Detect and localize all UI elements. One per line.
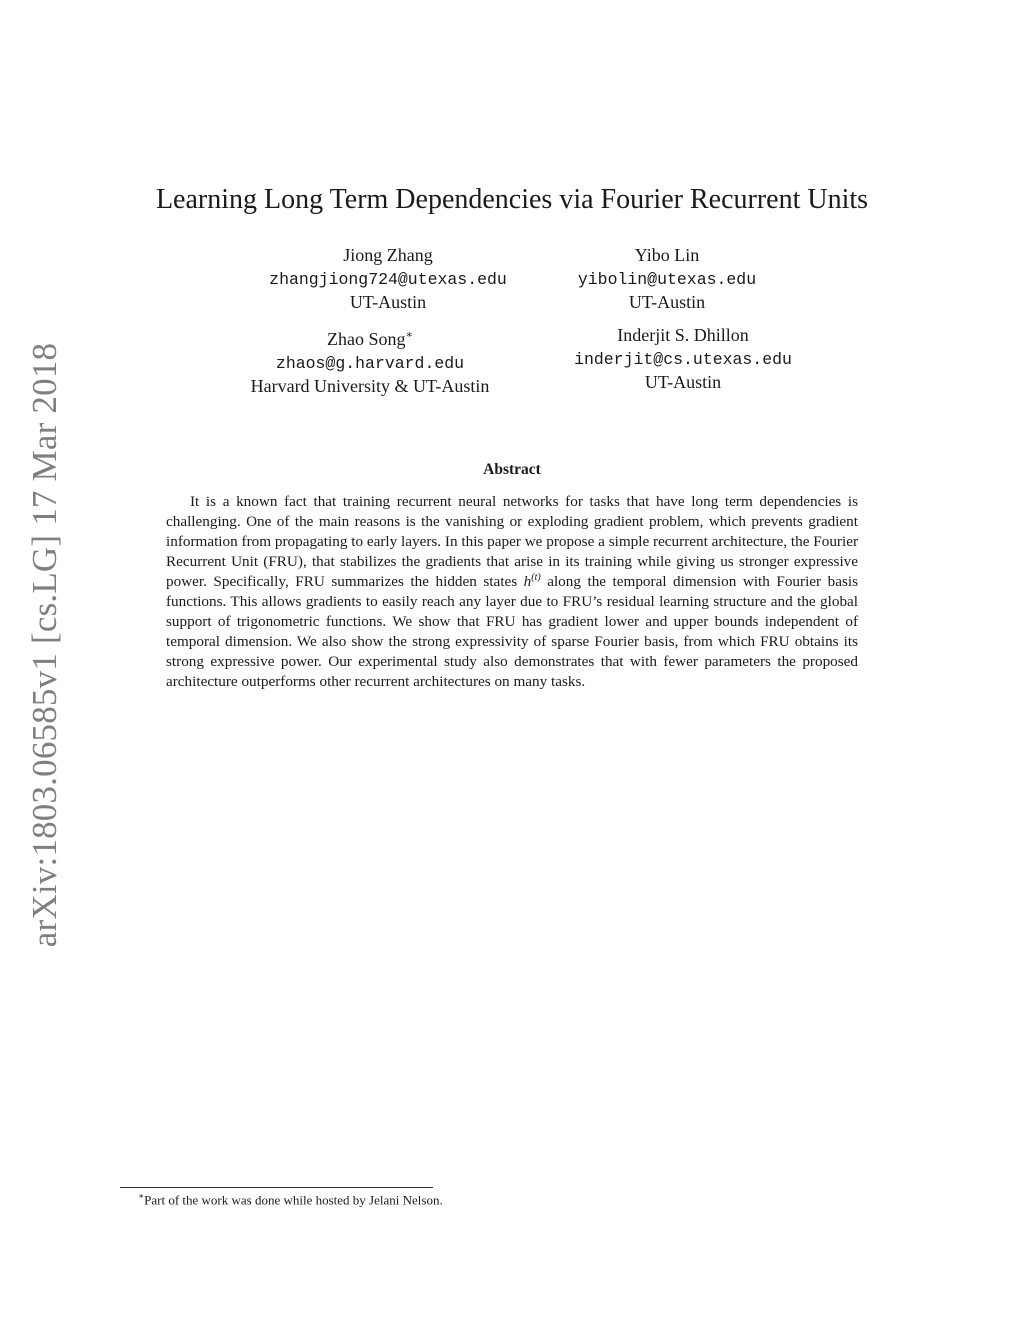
- author-name: Jiong Zhang: [343, 245, 433, 265]
- math-hidden-state: $h^{(t)}$: [523, 571, 541, 590]
- arxiv-identifier: arXiv:1803.06585v1 [cs.LG] 17 Mar 2018: [25, 342, 64, 948]
- abstract-text: It is a known fact that training recurrent neural networks for tasks that have long term dependencies is challenging. One of the main reasons is the vanishing or exploding gradient problem, which prevents gradient information from propagating to early layers. In this paper we propose a simple recurrent architecture, the Fourier Recurrent Unit (FRU), that stabilizes the gradients that arise in its training while giving us stronger expressive power. Specifically, FRU summarizes the hidden states $h^{(t)}$ along the temporal dimension with Fourier basis functions. This allows gradients to easily reach any layer due to FRU’s residual learning structure and the global support of trigonometric functions. We show that FRU has gradient lower and upper bounds independent of temporal dimension. We also show the strong expressivity of sparse Fourier basis, from which FRU obtains its strong expressive power. Our experimental study also demonstrates that with fewer parameters the proposed architecture outperforms other recurrent architectures on many tasks.: [166, 493, 858, 690]
- footnote-text: Part of the work was done while hosted by Jelani Nelson.: [144, 1192, 443, 1208]
- author-affiliation: UT-Austin: [644, 372, 722, 392]
- abstract-heading: Abstract: [483, 461, 541, 478]
- author-affiliation: Harvard University & UT-Austin: [250, 376, 490, 396]
- footnote-marker[interactable]: ∗: [405, 329, 413, 341]
- paper-title: Learning Long Term Dependencies via Fourier Recurrent Units: [155, 184, 869, 215]
- footnote: [138, 1191, 443, 1208]
- author-name: Yibo Lin: [634, 245, 700, 265]
- author-email[interactable]: zhangjiong724@utexas.edu: [269, 269, 507, 289]
- author-block-yibo-lin: [477, 244, 857, 315]
- author-affiliation: UT-Austin: [628, 292, 706, 312]
- author-email[interactable]: inderjit@cs.utexas.edu: [574, 349, 792, 369]
- author-name: Zhao Song∗: [327, 329, 413, 349]
- footnote-marker: ∗: [138, 1191, 145, 1201]
- author-email[interactable]: yibolin@utexas.edu: [577, 269, 757, 289]
- author-email[interactable]: zhaos@g.harvard.edu: [275, 353, 465, 373]
- author-name: Inderjit S. Dhillon: [617, 325, 749, 345]
- author-affiliation: UT-Austin: [349, 292, 427, 312]
- footnote-divider: [120, 1187, 433, 1188]
- author-block-inderjit-dhillon: [493, 324, 873, 395]
